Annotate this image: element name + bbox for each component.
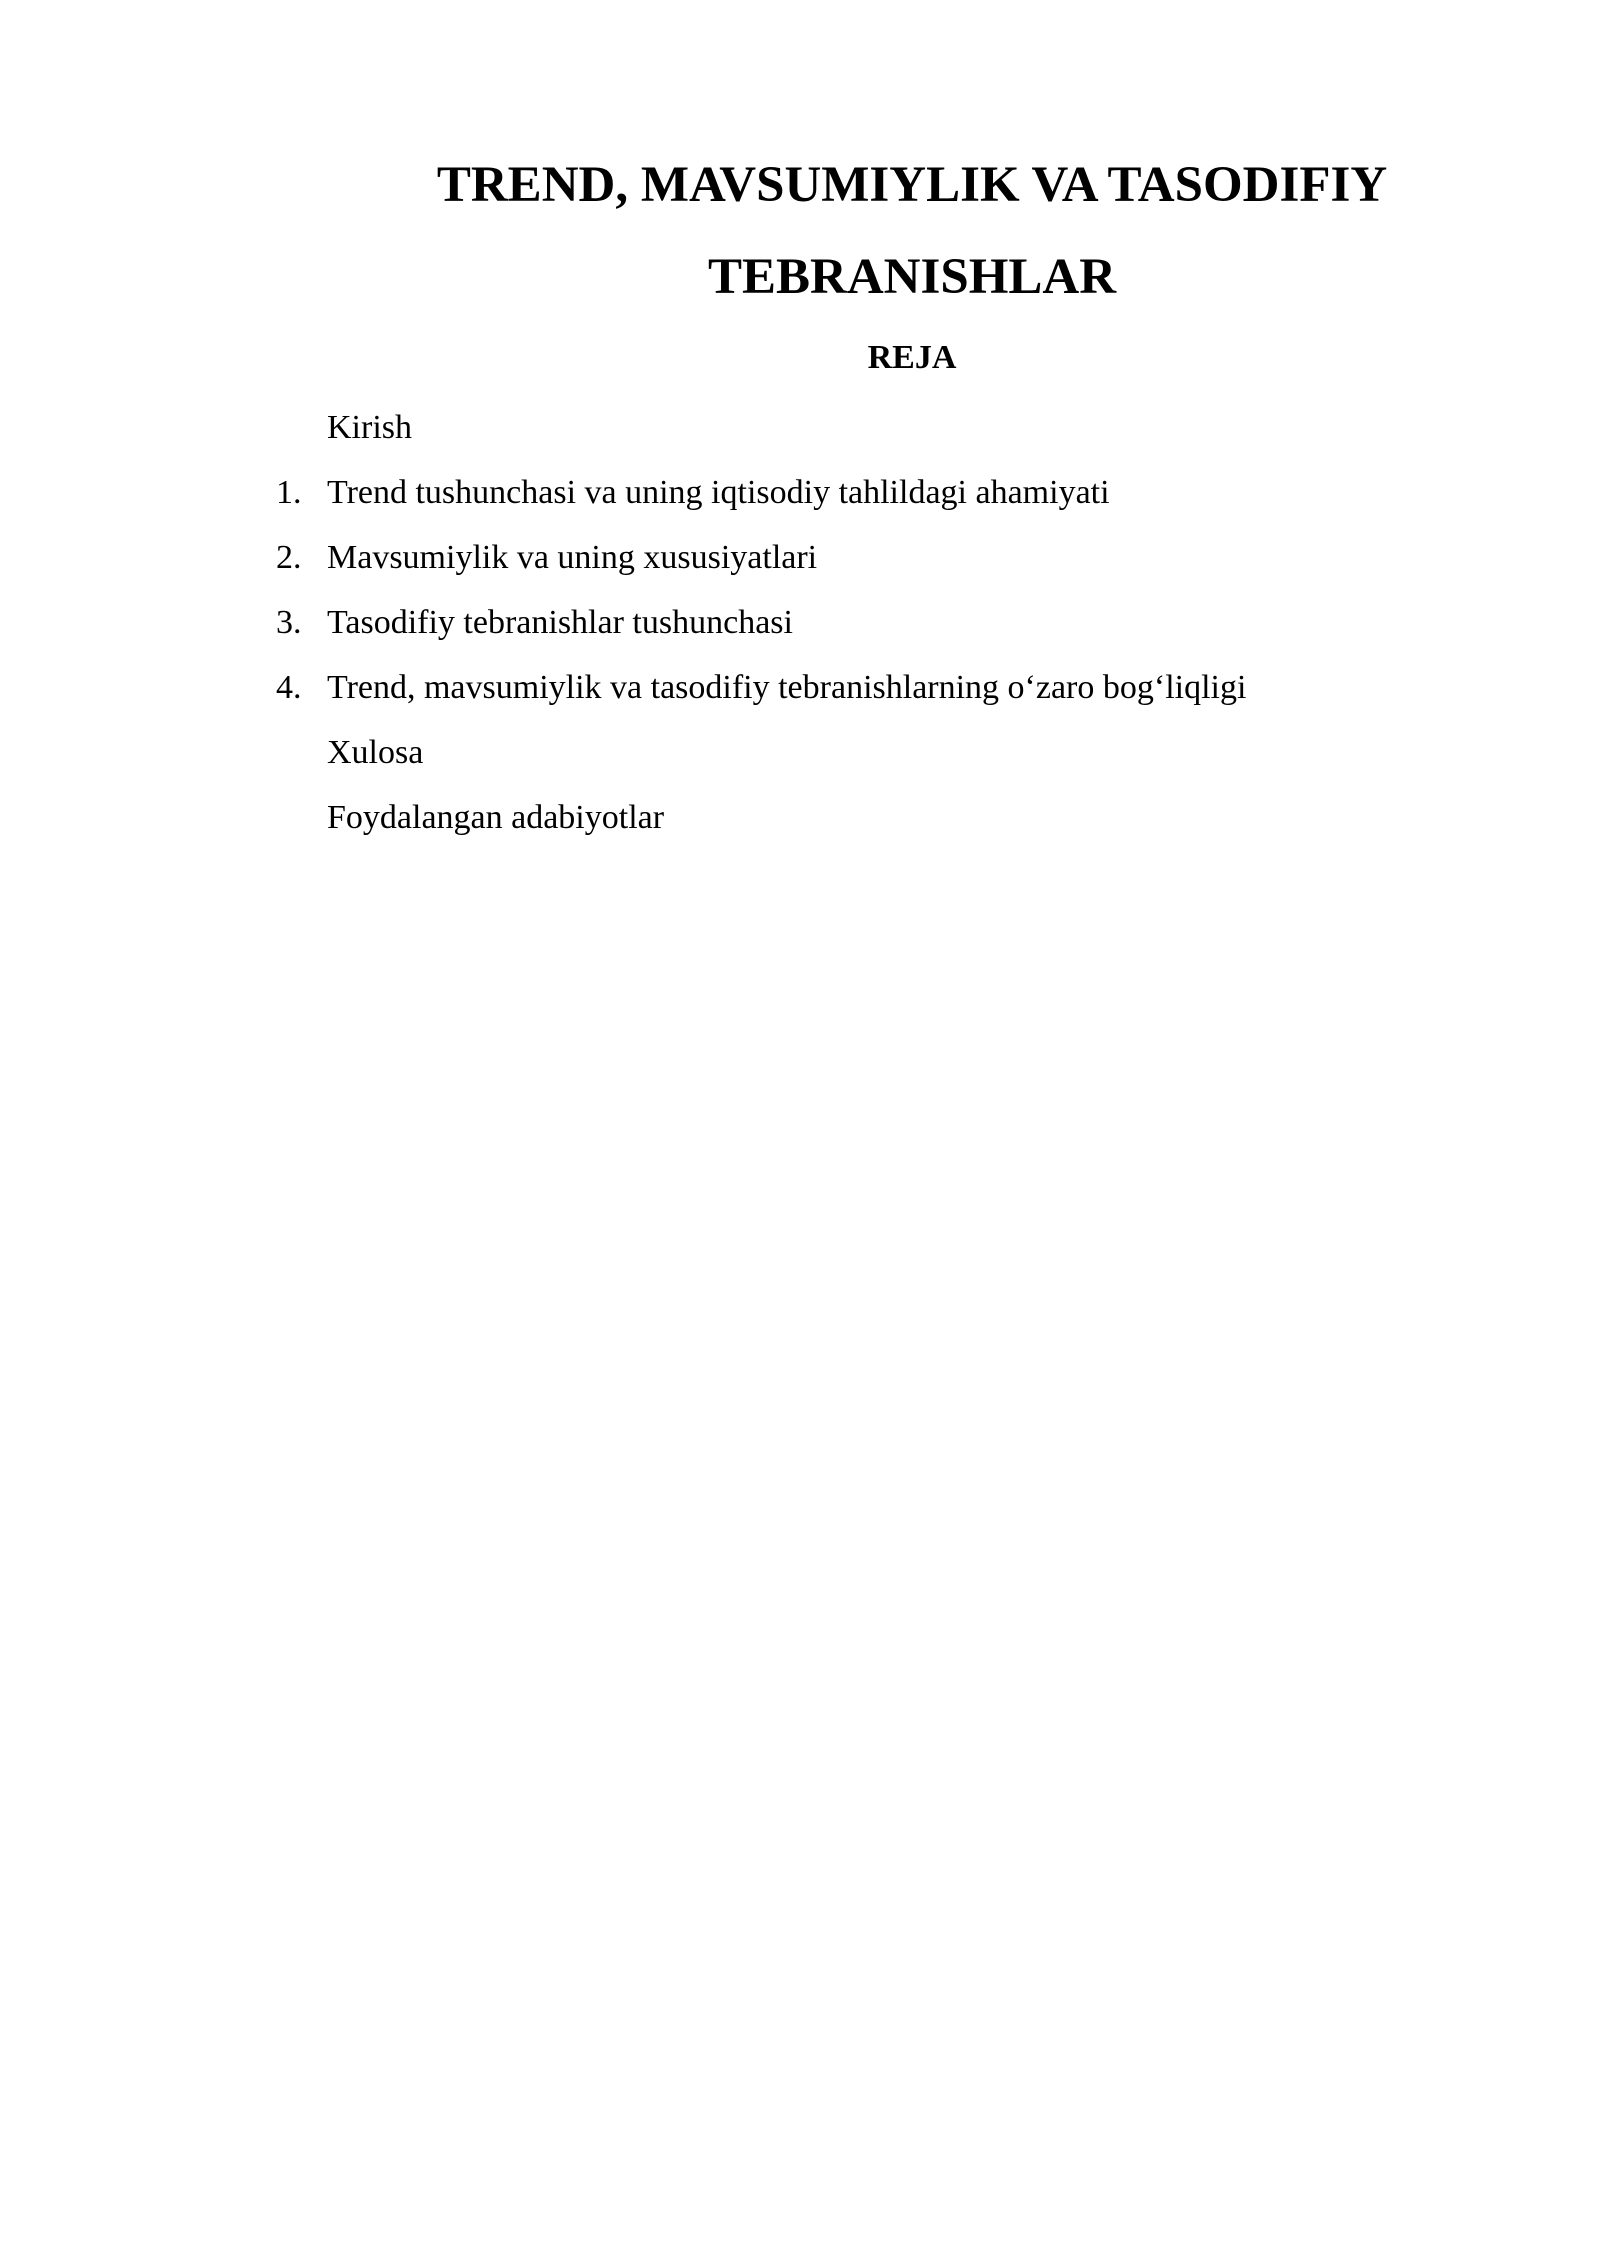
plan-item-text: Foydalangan adabiyotlar bbox=[327, 799, 665, 836]
plan-item-text: Kirish bbox=[327, 409, 412, 446]
plan-item-number: 1. bbox=[276, 474, 302, 511]
plan-item-text: Trend, mavsumiylik va tasodifiy tebranishlarning o‘zaro bog‘liqligi bbox=[327, 669, 1247, 706]
plan-item-text: Xulosa bbox=[327, 734, 424, 771]
document-title-line-1: TREND, MAVSUMIYLIK VA TASODIFIY bbox=[436, 157, 1388, 213]
plan-item-text: Tasodifiy tebranishlar tushunchasi bbox=[327, 604, 793, 641]
plan-item-text: Mavsumiylik va uning xususiyatlari bbox=[327, 539, 818, 576]
document-title-line-2: TEBRANISHLAR bbox=[707, 249, 1117, 305]
plan-item-number: 4. bbox=[276, 669, 302, 706]
plan-item-text: Trend tushunchasi va uning iqtisodiy tahlildagi ahamiyati bbox=[327, 474, 1110, 511]
plan-item-number: 2. bbox=[276, 539, 302, 576]
plan-item-number: 3. bbox=[276, 604, 302, 641]
plan-heading: REJA bbox=[867, 339, 957, 376]
